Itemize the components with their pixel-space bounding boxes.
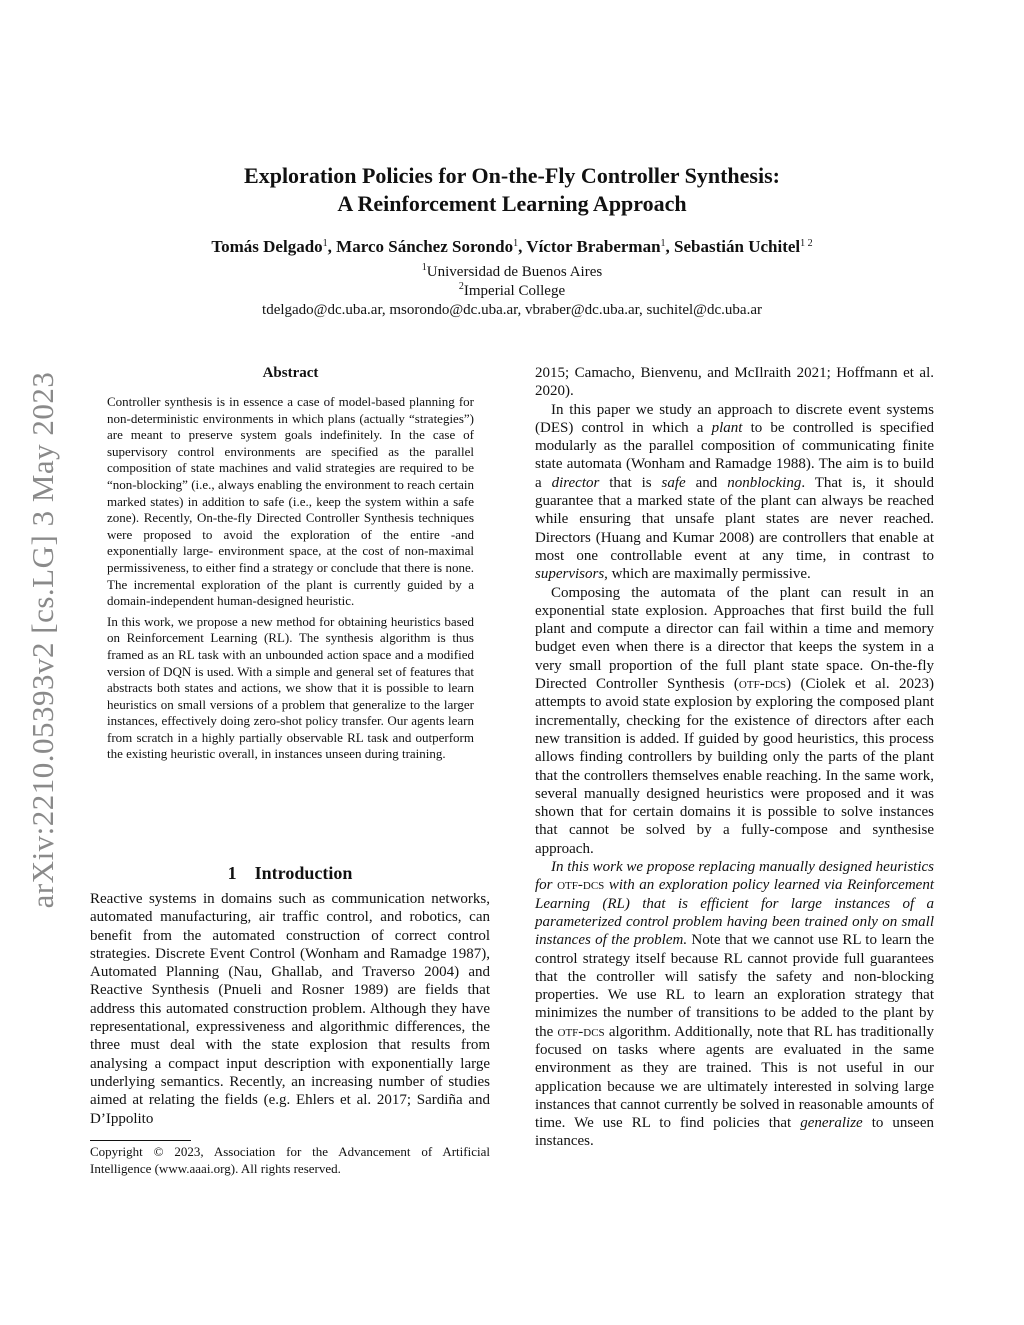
abstract-paragraph: Controller synthesis is in essence a case of model-based planning for non-deterministic environments in which plans (actually “strategies”) are meant to preserve system goals indefinitely. In the case of supervisory control environments are specified as the parallel composition of state machines and valid strategies are required to be “non-blocking” (i.e., always enabling the environment to reach certain marked states) in addition to safe (i.e., keep the system within a safe zone). Recently, On-the-fly Directed Controller Synthesis techniques were proposed to avoid the exploration of the entire -and exponentially large- environment space, at the cost of non-maximal permissiveness, to either find a strategy or conclude that there is none. The incremental exploration of the plant is currently guided by a domain-independent human-designed heuristic. [107,394,474,609]
body-paragraph: In this paper we study an approach to discrete event systems (DES) control in which a plant to be controlled is specified modularly as the parallel composition of communicating finite state automata (Wonham and Ramadge 1988). The aim is to build a director that is safe and nonblocking. That is, it should guarantee that a marked state of the plant can always be reached while ensuring that unsafe plant states are never reached. Directors (Huang and Kumar 2008) are controllers that enable at most one controllable event at any time, in contrast to supervisors, which are maximally permissive. [535,401,934,583]
intro-column-right [535,364,934,1151]
paper-title [0,162,1024,218]
abstract-heading: Abstract [262,365,319,381]
footnote-rule [90,1140,191,1141]
copyright-notice: Copyright © 2023, Association for the Advancement of Artificial Intelligence (www.aaai.org). All rights reserved. [90,1144,490,1176]
author-affil-mark: 1 [513,238,519,249]
body-paragraph: Reactive systems in domains such as communication networks, automated manufacturing, air traffic control, and robotics, can benefit from the automated construction of correct control strategies. Discrete Event Control (Wonham and Ramadge 1987), Automated Planning (Nau, Ghallab, and Traverso 2004) and Reactive Synthesis (Pnueli and Rosner 1989) are fields that address this automated construction problem. Although they have representational, expressiveness and algorithmic differences, the three must deal with the state explosion that results from analysing a compact input description with exponentially large underlying semantics. Recently, an increasing number of studies aimed at relating the fields (e.g. Ehlers et al. 2017; Sardiña and D’Ippolito [90,891,490,1127]
section-number: 1 [227,863,237,883]
author-list: Tomás Delgado$^1$, Marco Sánchez Sorondo$^1$, Víctor Braberman$^1$, Sebastián Uchitel$^{1 2}$ [211,237,813,256]
body-paragraph: 2015; Camacho, Bienvenu, and McIlraith 2021; Hoffmann et al. 2020). [535,365,934,400]
section-title: Introduction [254,863,353,883]
author-affil-mark: 1 [322,238,328,249]
affiliation [0,263,1024,282]
affiliation [0,282,1024,301]
affiliation-mark: 1 [421,262,427,273]
author-affil-mark: 1 2 [800,238,813,249]
intro-column-left [90,890,490,1128]
abstract [107,363,474,767]
body-paragraph: In this work we propose replacing manually designed heuristics for otf-dcs with an exploration policy learned via Reinforcement Learning (RL) that is efficient for large instances of a parameterized control problem having been trained only on small instances of the problem. Note that we cannot use RL to learn the control strategy itself because RL cannot provide full guarantees that the controller will satisfy the safety and non-blocking properties. We use RL to learn an exploration strategy that minimizes the number of transitions to be added to the plant by the otf-dcs algorithm. Additionally, note that RL has traditionally focused on tasks where agents are evaluated in the same environment as they are trained. This is not useful in our application because we are ultimately interested in solving large instances that cannot currently be solved in reasonable amounts of time. We use RL to find policies that generalize to unseen instances. [535,859,935,1150]
author-name: Tomás Delgado [211,237,323,256]
title-line-1: Exploration Policies for On-the-Fly Controller Synthesis: [244,163,780,188]
abstract-paragraph: In this work, we propose a new method for obtaining heuristics based on Reinforcement Learning (RL). The synthesis algorithm is thus framed as an RL task with an unbounded action space and a modified version of DQN is used. With a simple and general set of features that abstracts both states and actions, we show that it is possible to learn heuristics on small versions of a problem that generalize to the larger instances, effectively doing zero-shot policy transfer. Our agents learn from scratch in a highly partially observable RL task and outperform the existing heuristic overall, in instances unseen during training. [107,613,474,762]
author-name: Marco Sánchez Sorondo [336,237,514,256]
affiliation-name: Universidad de Buenos Aires [426,264,603,280]
author-name: Sebastián Uchitel [674,237,801,256]
title-line-2: A Reinforcement Learning Approach [337,191,687,216]
author-affil-mark: 1 [660,238,666,249]
author-name: Víctor Braberman [526,237,661,256]
affiliation-name: Imperial College [463,283,566,299]
affiliation-mark: 2 [458,281,464,292]
section-heading [90,862,490,884]
body-paragraph: Composing the automata of the plant can result in an exponential state explosion. Approaches that first build the full plant and compute a director can fail within a time and memory budget even when there is a director that keeps the system in a very small proportion of the full plant state space. On-the-fly Directed Controller Synthesis (otf-dcs) (Ciolek et al. 2023) attempts to avoid state explosion by exploring the composed plant incrementally, checking for the existence of directors after each new transition is added. If guided by good heuristics, this process allows finding controllers by building only the parts of the plant that the controllers themselves enable reaching. In the same work, several manually designed heuristics were proposed and it was shown that for certain domains it is possible to solve instances that cannot be solved by a fully-compose and synthesise approach. [535,584,934,857]
arxiv-stamp: arXiv:2210.05393v2 [cs.LG] 3 May 2023 [25,371,60,909]
author-emails: tdelgado@dc.uba.ar, msorondo@dc.uba.ar, vbraber@dc.uba.ar, suchitel@dc.uba.ar [262,302,762,318]
